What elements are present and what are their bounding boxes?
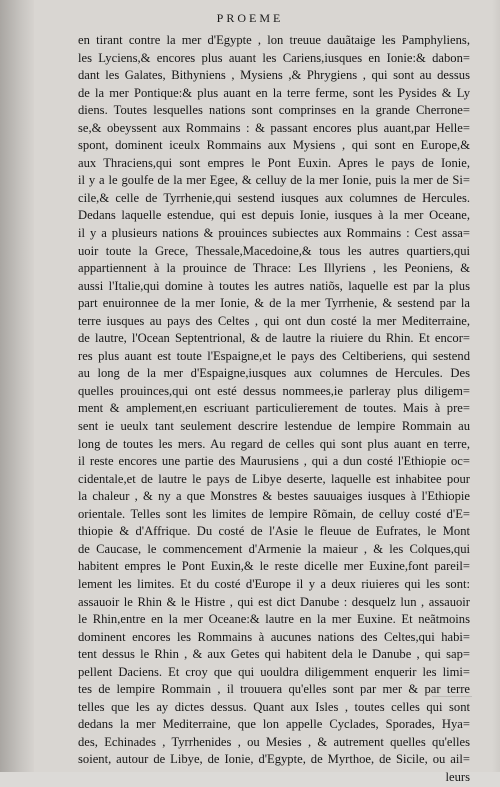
text-line: orientale. Telles sont les limites de lempire Rõmain, de celluy costé d'E=: [78, 506, 470, 521]
text-line: sent ie ueulx tant seulement descrire lestendue de lempire Rommain au: [78, 419, 470, 434]
bleed-through-mark: [432, 696, 472, 715]
text-line: le Rhin,entre en la mer Oceane:& lautre en la mer Euxine. Et neãtmoins: [78, 612, 470, 627]
text-line: pellent Daciens. Et croy que qui uouldra diligemment enquerir les limi=: [78, 664, 470, 679]
page-edge: [492, 0, 500, 772]
text-line: telles que les ay dictes dessus. Quant aux Isles , toutes celles qui sont: [78, 699, 470, 714]
text-line: les Lyciens,& encores plus auant les Cariens,iusques en Ionie:& dabon=: [78, 50, 470, 65]
text-line: quelles prouinces,qui ont esté dessus nommees,ie parleray plus diligem=: [78, 383, 470, 398]
text-line: terre iusques au pays des Celtes , qui ont dun costé la mer Mediterraine,: [78, 313, 470, 328]
text-line: res plus auant est toute l'Espaigne,et le pays des Celtiberiens, qui sestend: [78, 348, 470, 363]
text-line: habitent empres le Pont Euxin,& le reste dicelle mer Euxine,font pareil=: [78, 559, 470, 574]
text-line: aussi l'Italie,qui domine à toutes les autres natiõs, laquelle est par la plus: [78, 278, 470, 293]
catchword: leurs: [445, 769, 470, 784]
page-gutter: [0, 0, 34, 772]
text-line: lement les limites. Et du costé d'Europe il y a deux riuieres qui les sont:: [78, 576, 470, 591]
text-line: dant les Galates, Bithyniens , Mysiens ,& Phrygiens , qui sont au dessus: [78, 68, 470, 83]
text-line: appartiennent à la prouince de Thrace: Les Illyriens , les Peoniens, &: [78, 261, 470, 276]
text-line: cile,& celle de Tyrrhenie,qui sestend iusques aux columnes de Hercules.: [78, 190, 470, 205]
text-line: dominent encores les Rommains à aucunes nations des Celtes,qui habi=: [78, 629, 470, 644]
text-line: aux Thraciens,qui sont empres le Pont Euxin. Apres le pays de Ionie,: [78, 155, 470, 170]
text-line: il reste encores une partie des Maurusiens , qui a dun costé l'Ethiopie oc=: [78, 454, 470, 469]
text-line: de Caucase, le commencement d'Armenie la maieur , & les Colques,qui: [78, 541, 470, 556]
text-line: uoir toute la Grece, Thessale,Macedoine,& tous les autres quartiers,qui: [78, 243, 470, 258]
text-line: Dedans laquelle estendue, qui est depuis Ionie, iusques à la mer Oceane,: [78, 208, 470, 223]
text-line: des, Echinades , Tyrrhenides , ou Mesies , & autrement quelles qu'elles: [78, 734, 470, 749]
text-line: en tirant contre la mer d'Egypte , lon treuue dauãtaige les Pamphyliens,: [78, 33, 470, 47]
body-text: [78, 32, 470, 787]
text-line: tent dessus le Rhin , & aux Getes qui habitent dela le Danube , qui sap=: [78, 647, 470, 662]
text-line: dedans la mer Mediterraine, que lon appelle Cyclades, Sporades, Hya=: [78, 717, 470, 732]
text-line: il y a plusieurs nations & prouinces subiectes aux Rommains : Cest assa=: [78, 226, 470, 241]
text-line: part enuironnee de la mer Ionie, & de la mer Tyrrhenie, & sestend par la: [78, 296, 470, 311]
text-line: cidentale,et de lautre le pays de Libye deserte, laquelle est inhabitee pour: [78, 471, 470, 486]
text-line: thiopie & d'Affrique. Du costé de l'Asie le fleuue de Eufrates, le Mont: [78, 524, 470, 539]
text-line: soient, autour de Libye, de Ionie, d'Egypte, de Myrthoe, de Sicile, ou ail=: [78, 752, 470, 767]
text-line: au long de la mer d'Espaigne,iusques aux columnes de Hercules. Des: [78, 366, 470, 381]
text-line: long de toutes les mers. Au regard de celles qui sont plus auant en terre,: [78, 436, 470, 451]
running-header: PROEME: [216, 11, 284, 25]
text-line: diens. Toutes lesquelles nations sont comprinses en la grande Cherrone=: [78, 103, 470, 118]
text-line: il y a le goulfe de la mer Egee, & celluy de la mer Ionie, puis la mer de Si=: [78, 173, 470, 188]
text-line: de lautre, l'Ocean Septentrional, & de lautre la riuiere du Rhin. Et encor=: [78, 331, 470, 346]
text-line: se,& obeyssent aux Rommains : & passant encores plus auant,par Helle=: [78, 120, 470, 135]
text-line: assauoir le Rhin & le Histre , qui est dict Danube : desquelz lun , assauoir: [78, 594, 470, 609]
text-line: ment & amplement,en escriuant particulierement de toutes. Mais à pre=: [78, 401, 470, 416]
text-line: tes de lempire Rommain , il trouuera qu'elles sont par mer & par terre: [78, 682, 470, 697]
text-line: spont, dominent iceulx Rommains aux Mysiens , qui sont en Europe,&: [78, 138, 470, 153]
text-line: de la mer Pontique:& plus auant en la terre ferme, sont les Pysides & Ly: [78, 85, 470, 100]
text-line: la chaleur , & ny a que Monstres & bestes sauuaiges iusques à l'Ethiopie: [78, 489, 470, 504]
